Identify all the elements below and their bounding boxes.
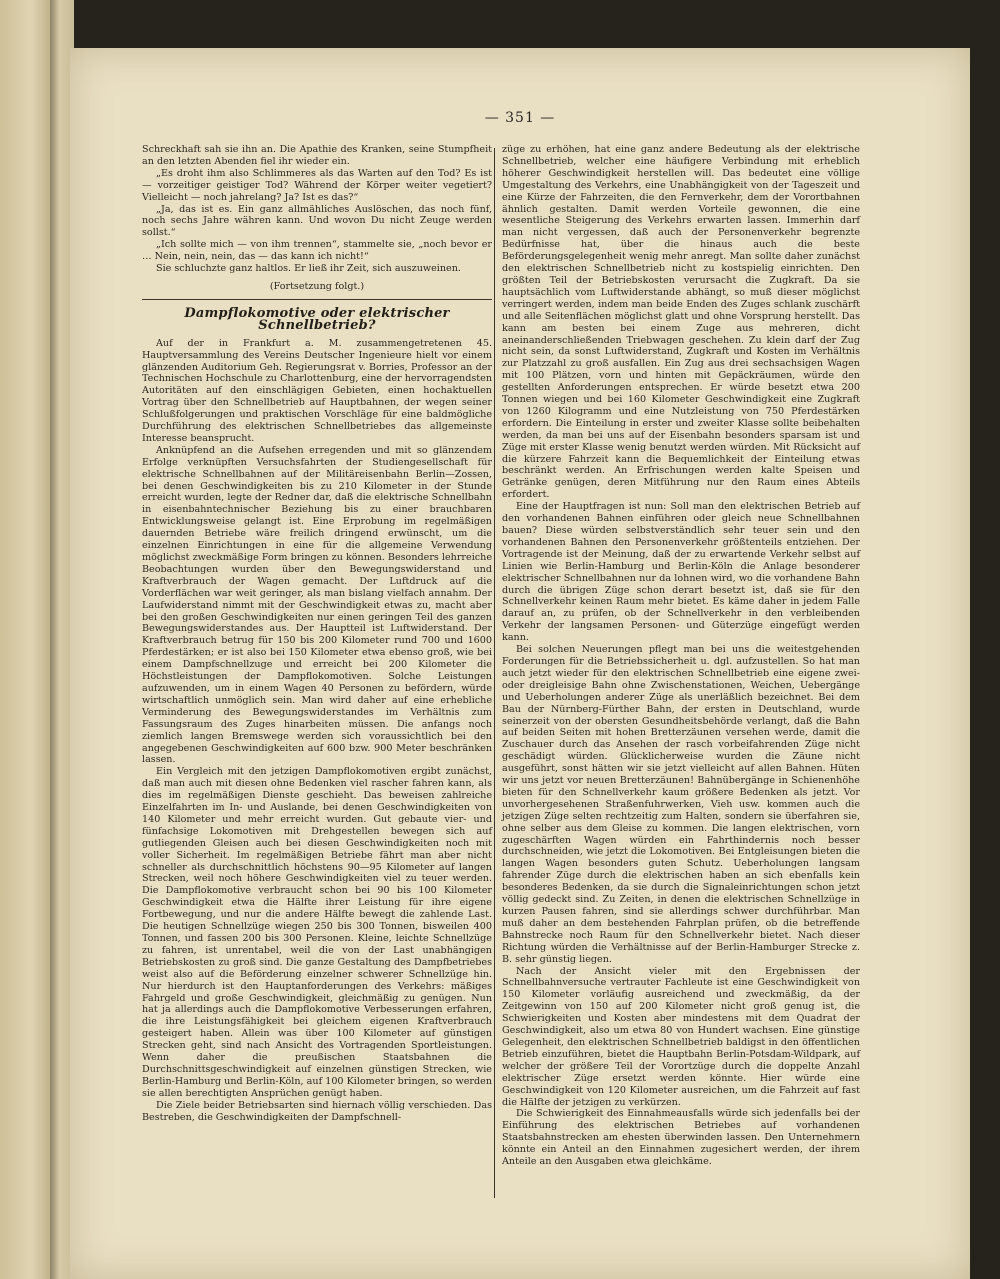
article-paragraph: Anknüpfend an die Aufsehen erregenden und mit so glänzendem Erfolge verknüpften Versuchsfahrten der Studiengesellschaft für elektrische Schnellbahnen auf der Militäreisenbahn Berlin—Zossen, bei denen Geschwindigkeiten bis zu 210 Kilometer in der Stunde erreicht wurden, legte der Redner dar, daß die elektrische Schnellbahn in eisenbahntechnischer Beziehung bis zu einer brauchbaren Entwicklungsweise gelangt ist. Eine Erprobung im regelmäßigen dauernden Betriebe wäre freilich dringend erwünscht, um die einzelnen Einrichtungen in eine für die allgemeine Verwendung möglichst zweckmäßige Form bringen zu können. Besonders lehrreiche Beobachtungen wurden über den Bewegungswiderstand und Kraftverbrauch der Wagen gemacht. Der Luftdruck auf die Vorderflächen war weit geringer, als man bislang vielfach annahm. Der Laufwiderstand nimmt mit der Geschwindigkeit etwas zu, macht aber bei den großen Geschwindigkeiten nur einen geringen Teil des ganzen Bewegungswiderstandes aus. Der Hauptteil ist Luftwiderstand. Der Kraftverbrauch betrug für 150 bis 200 Kilometer rund 700 und 1600 Pferdestärken; er ist also bei 150 Kilometer etwa ebenso groß, wie bei einem Dampfschnellzuge und erreicht bei 200 Kilometer die Höchstleistungen der Dampflokomotiven. Solche Leistungen aufzuwenden, um in einem Wagen 40 Personen zu befördern, würde wirtschaftlich unmöglich sein. Man wird daher auf eine erhebliche Verminderung des Bewegungswiderstandes im Verhältnis zum Fassungsraum des Zuges hinarbeiten müssen. Die anfangs noch ziemlich langen Bremswege werden sich voraussichtlich bei den angegebenen Geschwindigkeiten auf 600 bzw. 900 Meter beschränken lassen. — [142, 444, 492, 766]
left-column — [142, 144, 492, 1124]
article-paragraph: Ein Vergleich mit den jetzigen Dampflokomotiven ergibt zunächst, daß man auch mit diesen ohne Bedenken viel rascher fahren kann, als dies im regelmäßigen Dienste geschieht. Das beweisen zahlreiche Einzelfahrten im In- und Auslande, bei denen Geschwindigkeiten von 140 Kilometer und mehr erreicht wurden. Gut gebaute vier- und fünfachsige Lokomotiven mit Drehgestellen bewegen sich auf gutliegenden Gleisen auch bei diesen Geschwindigkeiten noch mit voller Sicherheit. Im regelmäßigen Betriebe fährt man aber nicht schneller als durchschnittlich höchstens 90—95 Kilometer auf langen Strecken, weil noch höhere Geschwindigkeiten viel zu teuer werden. Die Dampflokomotive verbraucht schon bei 90 bis 100 Kilometer Geschwindigkeit etwa die Hälfte ihrer Leistung für ihre eigene Fortbewegung, und nur die andere Hälfte bewegt die zahlende Last. Die heutigen Schnellzüge wiegen 250 bis 300 Tonnen, bisweilen 400 Tonnen, und fassen 200 bis 300 Personen. Kleine, leichte Schnellzüge zu fahren, ist unrentabel, weil die von der Last unabhängigen Betriebskosten zu groß sind. Die ganze Gestaltung des Dampfbetriebes weist also auf die Beförderung einzelner schwerer Schnellzüge hin. Nur hierdurch ist den Hauptanforderungen des Verkehrs: mäßiges Fahrgeld und große Geschwindigkeit, gleichmäßig zu genügen. Nun hat ja allerdings auch die Dampflokomotive Verbesserungen erfahren, die ihre Leistungsfähigkeit bei gleichem eigenen Kraftverbrauch gesteigert haben. Allein was über 100 Kilometer auf günstigen Strecken geht, sind nach Ansicht des Vortragenden Sportleistungen. Wenn daher die preußischen Staatsbahnen die Durchschnittsgeschwindigkeit auf einzelnen günstigen Strecken, wie Berlin-Hamburg und Berlin-Köln, auf 100 Kilometer bringen, so werden sie allen berechtigten Ansprüchen genügt haben. — [142, 766, 492, 1099]
article-paragraph: Auf der in Frankfurt a. M. zusammengetretenen 45. Hauptversammlung des Vereins Deutscher Ingenieure hielt vor einem glänzenden Auditorium Geh. Regierungsrat v. Borries, Professor an der Technischen Hochschule zu Charlottenburg, eine der hervorragendsten Autoritäten auf den einschlägigen Gebieten, einen hochaktuellen Vortrag über den Schnellbetrieb auf Hauptbahnen, der wegen seiner Schlußfolgerungen und praktischen Vorschläge für eine baldmögliche Durchführung des elektrischen Schnellbetriebes das allgemeinste Interesse beansprucht. — [142, 337, 492, 444]
story-paragraph: „Es droht ihm also Schlimmeres als das Warten auf den Tod? Es ist — vorzeitiger geistiger Tod? Während der Körper weiter vegetiert? Vielleicht — noch jahrelang? Ja? Ist es das?“ — [142, 167, 492, 203]
page-number: — 351 — — [484, 110, 556, 126]
column-divider — [494, 148, 495, 1198]
facing-page-edge — [0, 0, 52, 1279]
continued-note: (Fortsetzung folgt.) — [269, 280, 365, 292]
story-paragraph: Schreckhaft sah sie ihn an. Die Apathie des Kranken, seine Stumpfheit an den letzten Abenden fiel ihr wieder ein. — [142, 144, 492, 167]
section-rule — [142, 299, 492, 300]
story-paragraph: „Ich sollte mich — von ihm trennen“, stammelte sie, „noch bevor er … Nein, nein, nein, das — das kann ich nicht!“ — [142, 239, 492, 263]
right-column — [502, 144, 860, 1168]
article-paragraph: Die Schwierigkeit des Einnahmeausfalls würde sich jedenfalls bei der Einführung des elektrischen Betriebes auf vorhandenen Staatsbahnstrecken am ehesten überwinden lassen. Den Unternehmern könnte ein Anteil an den Einnahmen zugesichert werden, der ihrem Anteile an den Ausgaben etwa gleichkäme. — [502, 1108, 860, 1168]
article-paragraph: Die Ziele beider Betriebsarten sind hiernach völlig verschieden. Das Bestreben, die Geschwindigkeiten der Dampfschnell- — [142, 1099, 492, 1123]
article-paragraph: Bei solchen Neuerungen pflegt man bei uns die weitestgehenden Forderungen für die Betriebssicherheit u. dgl. aufzustellen. So hat man auch jetzt wieder für den elektrischen Schnellbetrieb eine eigene zwei- oder dreigleisige Bahn ohne Zwischenstationen, Weichen, Uebergänge und Ueberholungen anderer Züge als unerläßlich bezeichnet. Bei dem Bau der Nürnberg-Fürther Bahn, der ersten in Deutschland, wurde seinerzeit von der obersten Gesundheitsbehörde verlangt, daß die Bahn auf beiden Seiten mit hohen Bretterzäunen versehen werde, damit die Zuschauer durch das Ansehen der rasch vorbeifahrenden Züge nicht geschädigt würden. Glücklicherweise wurden die Zäune nicht ausgeführt, sonst hätten wir sie jetzt vielleicht auf allen Bahnen. Hüten wir uns jetzt vor neuen Bretterzäunen! Bahnübergänge in Schienenhöhe bieten für den Schnellverkehr kaum größere Bedenken als jetzt. Vor unvorhergesehenen Straßenfuhrwerken, Vieh usw. kommen auch die jetzigen Züge selten rechtzeitig zum Halten, sondern sie überfahren sie, ohne selber aus dem Gleise zu kommen. Die langen elektrischen, vorn zugeschärften Wagen würden ein Fahrthindernis noch besser durchschneiden, wie jetzt die Lokomotiven. Bei Entgleisungen bieten die langen Wagen besonders guten Schutz. Ueberholungen langsam fahrender Züge durch die elektrischen haben an sich ebenfalls kein besonderes Bedenken, da sie durch die Signaleinrichtungen schon jetzt völlig gedeckt sind. Zu Zeiten, in denen die elektrischen Schnellzüge in kurzen Pausen fahren, sind sie allerdings schwer durchführbar. Man muß daher an dem bestehenden Fahrplan prüfen, ob die betreffende Bahnstrecke noch Raum für den Schnellverkehr bietet. Nach dieser Richtung würden die Verhältnisse auf der Berlin-Hamburger Strecke z. B. sehr günstig liegen. — [502, 644, 860, 965]
story-paragraph: Sie schluchzte ganz haltlos. Er ließ ihr Zeit, sich auszuweinen. — [156, 263, 461, 275]
story-paragraph: „Ja, das ist es. Ein ganz allmähliches Auslöschen, das noch fünf, noch sechs Jahre währen kann. Und wovon Du nicht Zeuge werden sollst.“ — [142, 203, 492, 239]
article-paragraph: züge zu erhöhen, hat eine ganz andere Bedeutung als der elektrische Schnellbetrieb, welcher eine häufigere Verbindung mit erheblich höherer Geschwindigkeit herstellen will. Das bedeutet eine völlige Umgestaltung des Verkehrs, eine Unabhängigkeit von der Tageszeit und eine Kürze der Fahrzeiten, die den Fernverkehr, dem der Vorortbahnen ähnlich gestalten. Damit werden Vorteile gewonnen, die eine wesentliche Steigerung des Verkehrs erwarten lassen. Immerhin darf man nicht vergessen, daß auch der Personenverkehr begrenzte Bedürfnisse hat, über die hinaus auch die beste Beförderungsgelegenheit wenig mehr anregt. Man sollte daher zunächst den elektrischen Schnellbetrieb nicht zu kostspielig einrichten. Den größten Teil der Betriebskosten verursacht die Zugkraft. Da sie hauptsächlich vom Luftwiderstande abhängt, so muß dieser möglichst verringert werden, indem man beide Enden des Zuges schlank zuschärft und alle Seitenflächen möglichst glatt und ohne Vorsprung herstellt. Das kann am besten bei einem Zuge aus mehreren, dicht aneinanderschließenden Triebwagen geschehen. Zu klein darf der Zug nicht sein, da sonst Luftwiderstand, Zugkraft und Kosten im Verhältnis zur Platzzahl zu groß ausfallen. Ein Zug aus drei sechsachsigen Wagen mit 100 Plätzen, vorn und hinten mit Gepäckräumen, würde den gestellten Anforderungen entsprechen. Er würde besetzt etwa 200 Tonnen wiegen und bei 160 Kilometer Geschwindigkeit eine Zugkraft von 1260 Kilogramm und eine Nutzleistung von 750 Pferdestärken erfordern. Die Einteilung in erster und zweiter Klasse sollte beibehalten werden, da man bei uns auf der Eisenbahn besonders sparsam ist und Züge mit erster Klasse wenig benutzt werden würden. Mit Rücksicht auf die kürzere Fahrzeit kann die Bequemlichkeit der Einteilung etwas beschränkt werden. An Erfrischungen werden kalte Speisen und Getränke genügen, deren Mitführung nur den Raum eines Abteils erfordert. — [502, 144, 860, 501]
newspaper-page — [70, 48, 970, 1279]
article-paragraph: Eine der Hauptfragen ist nun: Soll man den elektrischen Betrieb auf den vorhandenen Bahnen einführen oder gleich neue Schnellbahnen bauen? Diese würden selbstverständlich sehr teuer sein und den vorhandenen Bahnen den Personenverkehr größtenteils entziehen. Der Vortragende ist der Meinung, daß der zu erwartende Verkehr selbst auf Linien wie Berlin-Hamburg und Berlin-Köln die Anlage besonderer elektrischer Schnellbahnen nur da lohnen wird, wo die vorhandene Bahn durch die übrigen Züge schon derart besetzt ist, daß sie für den Schnellverkehr keinen Raum mehr bietet. Es käme daher in jedem Falle darauf an, zu prüfen, ob der Schnellverkehr in den verbleibenden Verkehr der langsamen Personen- und Güterzüge eingefügt werden kann. — [502, 501, 860, 644]
article-title: Dampflokomotive oder elektrischer Schnellbetrieb? — [184, 305, 450, 333]
article-paragraph: Nach der Ansicht vieler mit den Ergebnissen der Schnellbahnversuche vertrauter Fachleute ist eine Geschwindigkeit von 150 Kilometer vorläufig ausreichend und zweckmäßig, da der Zeitgewinn von 150 auf 200 Kilometer nicht groß genug ist, die Schwierigkeiten und Kosten aber mindestens mit dem Quadrat der Geschwindigkeit, also um etwa 80 von Hundert wachsen. Eine günstige Gelegenheit, den elektrischen Schnellbetrieb baldigst in den öffentlichen Betrieb einzuführen, bietet die Hauptbahn Berlin-Potsdam-Wildpark, auf welcher der größere Teil der Vorortzüge durch die doppelte Anzahl elektrischer Züge ersetzt werden könnte. Hier würde eine Geschwindigkeit von 120 Kilometer ausreichen, um die Fahrzeit auf fast die Hälfte der jetzigen zu verkürzen. — [502, 965, 860, 1108]
